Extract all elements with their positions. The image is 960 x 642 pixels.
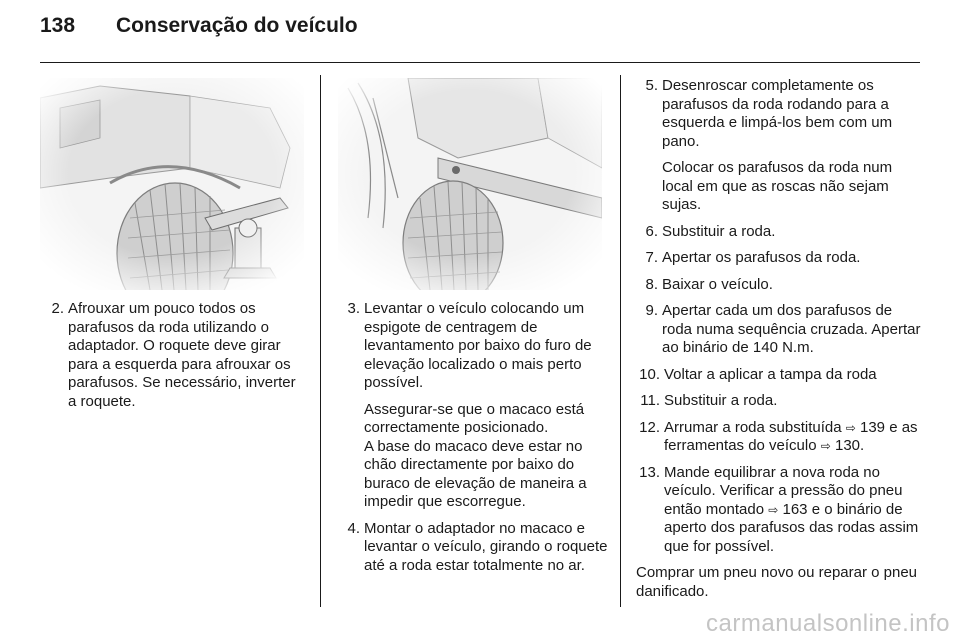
step-number: 9. — [645, 302, 658, 319]
step-text: Voltar a aplicar a tampa da roda — [664, 365, 877, 383]
column-divider-2 — [620, 75, 621, 607]
step-number: 7. — [645, 249, 658, 266]
step-5-note: Colocar os parafusos da roda num local em que as roscas não sejam sujas. — [662, 159, 893, 213]
column-3 — [636, 77, 922, 601]
step-text: Baixar o veículo. — [662, 275, 773, 293]
page-reference-icon: ⇨ — [768, 502, 779, 517]
page-title: Conservação do veículo — [116, 14, 358, 37]
step-number: 3. — [347, 300, 360, 317]
step-number: 6. — [645, 222, 658, 240]
step-13 — [636, 464, 922, 557]
page-number: 138 — [40, 14, 76, 37]
step-number: 2. — [51, 300, 64, 317]
step-number: 13. — [639, 463, 660, 481]
watermark: carmanualsonline.info — [706, 610, 950, 637]
page-reference[interactable]: 130. — [834, 437, 865, 454]
step-3 — [338, 300, 608, 512]
step-text: Substituir a roda. — [662, 222, 776, 240]
step-number: 11. — [640, 392, 660, 409]
page-reference-icon: ⇨ — [820, 439, 831, 453]
step-10 — [636, 366, 922, 385]
step-number: 12. — [639, 418, 660, 436]
step-text: Afrouxar um pouco todos os parafusos da roda utilizando o adaptador. O roquete deve girar para a esquerda para afrouxar os parafusos. Se necessário, inverter a roquete. — [68, 300, 296, 410]
step-text-end: e o binário de aperto dos parafusos das rodas assim que for possível. — [664, 500, 919, 555]
step-11 — [636, 392, 922, 411]
page-reference-icon: ⇨ — [845, 420, 856, 435]
illustration-loosen-bolts — [40, 78, 304, 290]
column-2 — [338, 300, 608, 583]
step-text-middle: e as ferramentas do veículo — [664, 418, 918, 454]
step-3-note-2: A base do macaco deve estar no chão directamente por baixo do buraco de elevação de maneira a impedir que escorregue. — [364, 437, 587, 510]
step-12 — [636, 419, 922, 456]
step-text: Apertar cada um dos parafusos de roda numa sequência cruzada. Apertar ao binário de 140 N.m. — [662, 302, 921, 356]
step-text: Substituir a roda. — [664, 392, 778, 409]
step-number: 8. — [645, 275, 658, 293]
step-text: Montar o adaptador no macaco e levantar o veículo, girando o roquete até a roda estar totalmente no ar. — [364, 519, 608, 574]
step-text: Levantar o veículo colocando um espigote de centragem de levantamento por baixo do furo de elevação localizado o mais perto possível. — [364, 300, 592, 391]
step-2 — [42, 300, 308, 411]
column-divider-1 — [320, 75, 321, 607]
step-7 — [636, 249, 922, 268]
step-8 — [636, 276, 922, 295]
step-6 — [636, 223, 922, 242]
step-9 — [636, 302, 922, 358]
page-header — [40, 14, 920, 58]
closing-note: Comprar um pneu novo ou reparar o pneu danificado. — [636, 564, 918, 600]
step-text-start: Arrumar a roda substituída — [664, 418, 842, 436]
page-reference[interactable]: 163 — [782, 500, 808, 518]
step-3-note-1: Assegurar-se que o macaco está correctamente posicionado. — [364, 400, 585, 436]
column-1 — [42, 300, 308, 419]
step-number: 4. — [347, 519, 360, 537]
step-text: Apertar os parafusos da roda. — [662, 249, 861, 266]
step-text: Desenroscar completamente os parafusos da roda rodando para a esquerda e limpá-los bem com um pano. — [662, 77, 893, 150]
page-reference[interactable]: 139 — [860, 418, 886, 436]
step-text-start: Mande equilibrar a nova roda no veículo. Verificar a pressão do pneu então montado — [664, 463, 903, 518]
step-number: 5. — [645, 77, 658, 94]
illustration-lift-vehicle — [338, 78, 602, 290]
step-4 — [338, 520, 608, 576]
step-number: 10. — [639, 365, 660, 383]
step-5 — [636, 77, 922, 215]
header-divider — [40, 62, 920, 63]
